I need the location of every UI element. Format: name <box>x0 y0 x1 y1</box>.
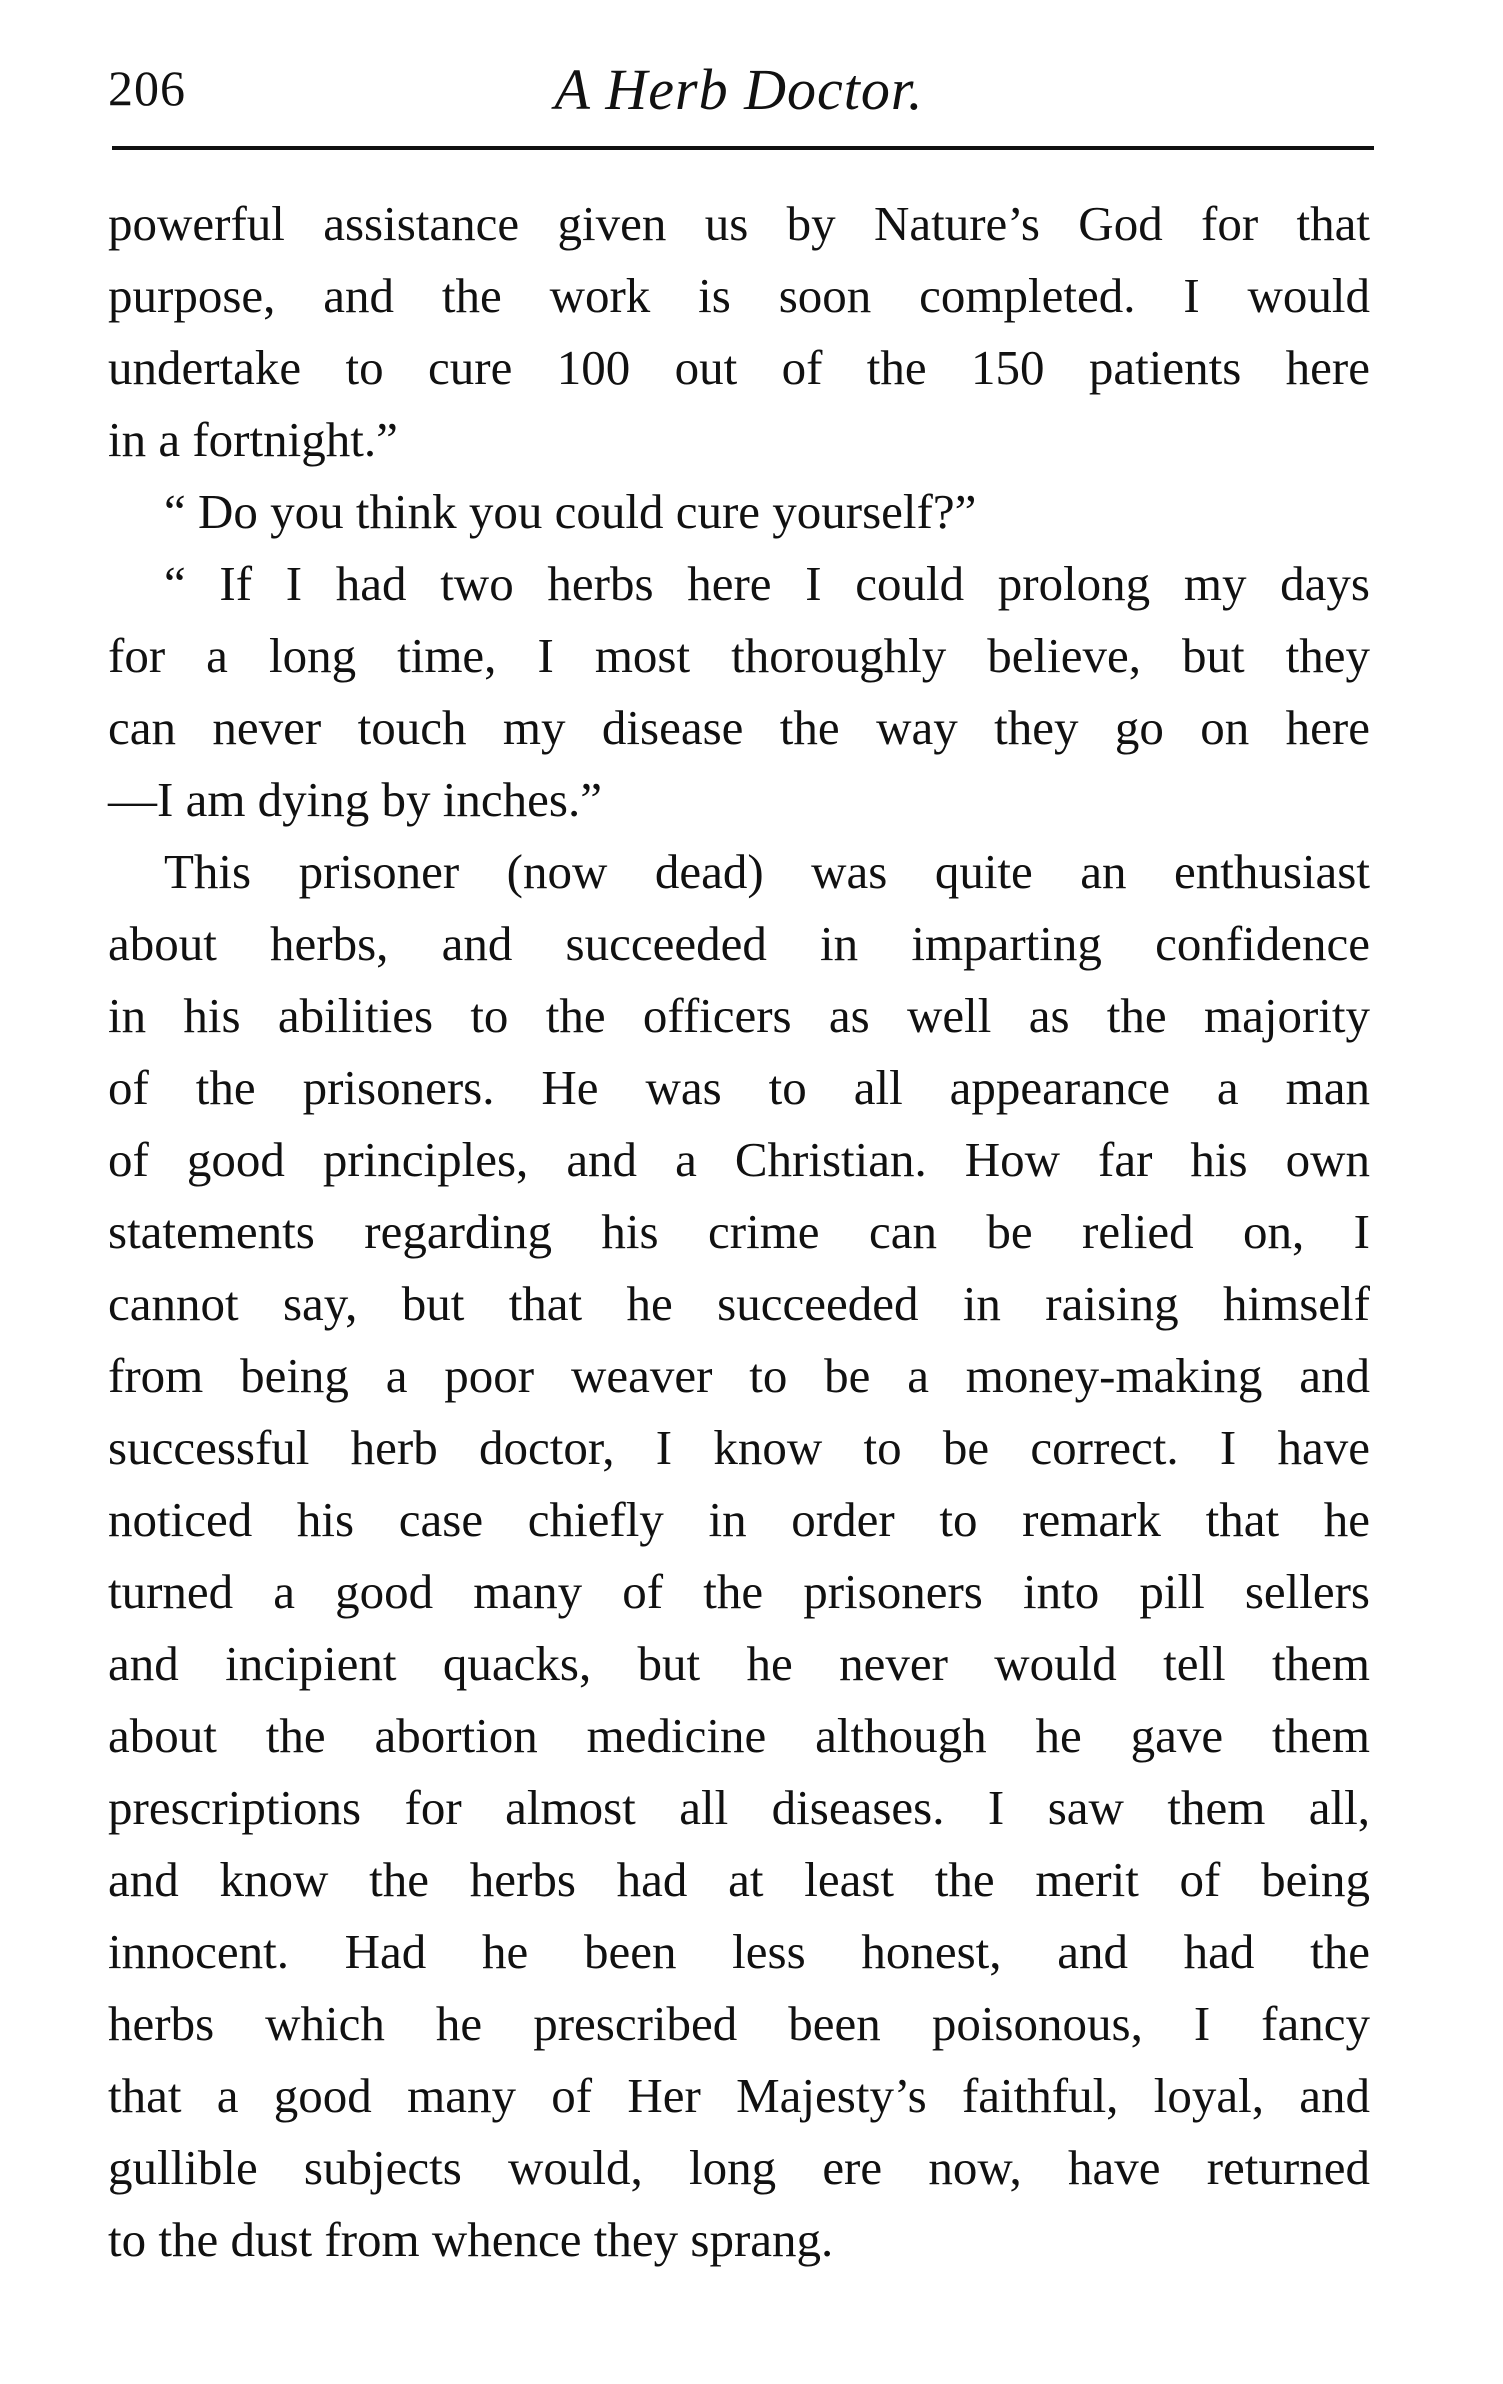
text-line: about the abortion medicine although he gave them <box>108 1708 1370 1763</box>
text-line: to the dust from whence they sprang. <box>108 2212 834 2267</box>
text-line: can never touch my disease the way they go on here <box>108 700 1370 755</box>
text-line: of the prisoners. He was to all appearance a man <box>108 1060 1370 1115</box>
body-text <box>108 188 1370 2276</box>
text-line: of good principles, and a Christian. How far his own <box>108 1132 1370 1187</box>
text-line: herbs which he prescribed been poisonous, I fancy <box>108 1996 1370 2051</box>
text-line: successful herb doctor, I know to be correct. I have <box>108 1420 1370 1475</box>
text-line: —I am dying by inches.” <box>108 772 602 827</box>
text-line: prescriptions for almost all diseases. I saw them all, <box>108 1780 1370 1835</box>
text-line: for a long time, I most thoroughly believe, but they <box>108 628 1370 683</box>
text-line: powerful assistance given us by Nature’s God for that <box>108 196 1370 251</box>
text-line: undertake to cure 100 out of the 150 patients here <box>108 340 1370 395</box>
text-line: noticed his case chiefly in order to remark that he <box>108 1492 1370 1547</box>
text-line: about herbs, and succeeded in imparting confidence <box>108 916 1370 971</box>
text-line: and incipient quacks, but he never would tell them <box>108 1636 1370 1691</box>
page-number: 206 <box>108 60 186 116</box>
text-line: This prisoner (now dead) was quite an enthusiast <box>164 844 1370 899</box>
running-title: A Herb Doctor. <box>554 57 924 122</box>
text-line: turned a good many of the prisoners into pill sellers <box>108 1564 1370 1619</box>
text-line: gullible subjects would, long ere now, have returned <box>108 2140 1370 2195</box>
page-header <box>108 58 1370 148</box>
text-line: from being a poor weaver to be a money-making and <box>108 1348 1370 1403</box>
text-line: statements regarding his crime can be relied on, I <box>108 1204 1370 1259</box>
text-line: purpose, and the work is soon completed. I would <box>108 268 1370 323</box>
text-line: “ If I had two herbs here I could prolong my days <box>164 556 1370 611</box>
text-line: that a good many of Her Majesty’s faithful, loyal, and <box>108 2068 1370 2123</box>
text-line: innocent. Had he been less honest, and had the <box>108 1924 1370 1979</box>
text-line: and know the herbs had at least the merit of being <box>108 1852 1370 1907</box>
text-line: in a fortnight.” <box>108 412 398 467</box>
text-line: “ Do you think you could cure yourself?” <box>164 484 977 539</box>
text-line: in his abilities to the officers as well as the majority <box>108 988 1370 1043</box>
header-rule <box>112 146 1374 150</box>
text-line: cannot say, but that he succeeded in raising himself <box>108 1276 1370 1331</box>
